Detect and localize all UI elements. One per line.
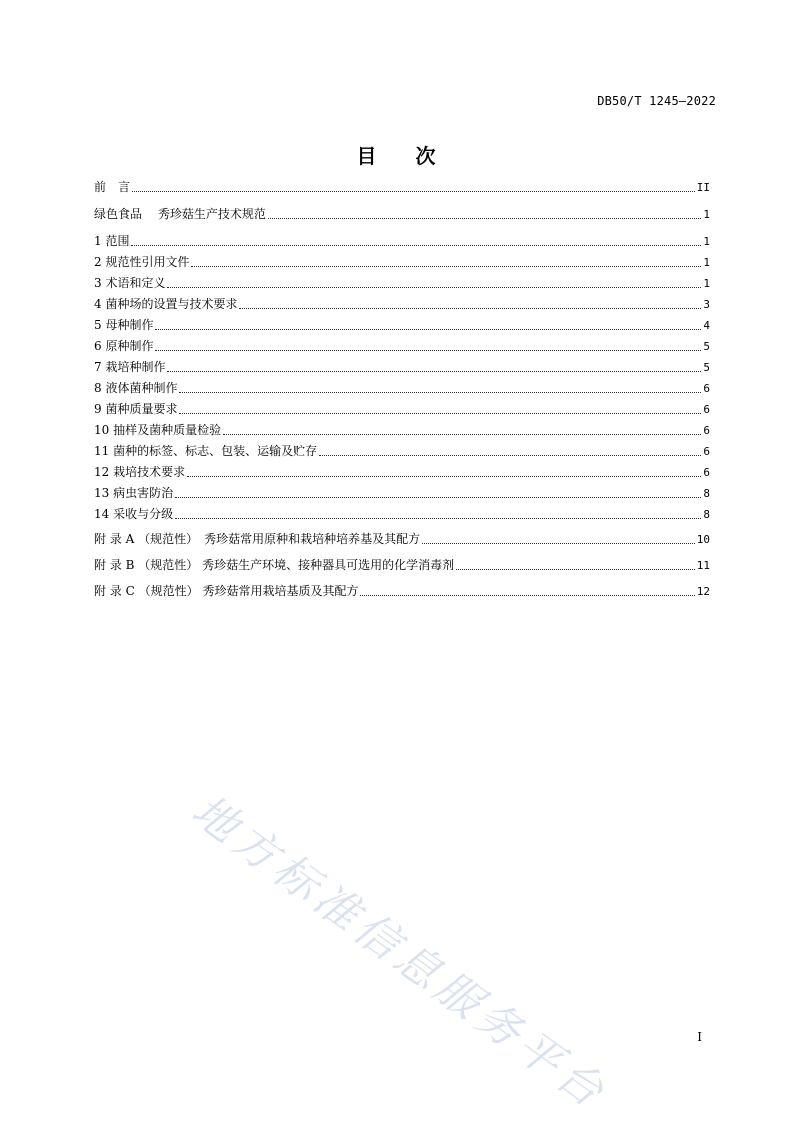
toc-entry[interactable] (94, 232, 710, 250)
toc-entry-page: 6 (703, 382, 710, 395)
page-title: 目 次 (356, 144, 452, 168)
toc-leader-dots (179, 412, 701, 414)
toc-entry-page: 10 (696, 533, 710, 546)
toc-entry-label: 附 录 B （规范性） 秀珍菇生产环境、接种器具可选用的化学消毒剂 (94, 558, 455, 572)
toc-leader-dots (175, 496, 701, 498)
toc-entry-page: 1 (703, 277, 710, 290)
watermark: 地方标准信息服务平台 (182, 785, 617, 1121)
toc-entry-page: 6 (703, 403, 710, 416)
toc-entry[interactable] (94, 274, 710, 292)
toc-leader-dots (155, 328, 701, 330)
toc-entry-page: 5 (703, 361, 710, 374)
toc-entry[interactable] (94, 337, 710, 355)
toc-entry-label: 附 录 C （规范性） 秀珍菇常用栽培基质及其配方 (94, 584, 359, 598)
toc-leader-dots (360, 594, 694, 596)
toc-leader-dots (239, 307, 701, 309)
toc-entry-label: 附 录 A （规范性） 秀珍菇常用原种和栽培种培养基及其配方 (94, 532, 421, 546)
toc-entry-label: 3 术语和定义 (94, 276, 166, 290)
toc-leader-dots (191, 265, 701, 267)
toc-entry-label: 14 采收与分级 (94, 507, 174, 521)
toc-entry-page: 1 (703, 235, 710, 248)
toc-entry[interactable] (94, 400, 710, 418)
toc-entry-page: 8 (703, 487, 710, 500)
toc-entry-label: 6 原种制作 (94, 339, 154, 353)
toc-entry-label: 11 菌种的标签、标志、包装、运输及贮存 (94, 444, 318, 458)
page-number: I (697, 1030, 702, 1044)
toc-entry-page: II (696, 181, 710, 194)
document-code: DB50/T 1245—2022 (597, 94, 716, 108)
toc-entry-page: 6 (703, 445, 710, 458)
toc-entry-page: 6 (703, 424, 710, 437)
toc-leader-dots (422, 542, 695, 544)
toc-entry-label: 绿色食品 秀珍菇生产技术规范 (94, 207, 266, 221)
toc-entry[interactable] (94, 379, 710, 397)
toc-leader-dots (319, 454, 701, 456)
toc-entry-label: 8 液体菌种制作 (94, 381, 178, 395)
toc-entry[interactable] (94, 442, 710, 460)
toc-leader-dots (456, 568, 695, 570)
toc-entry-page: 1 (703, 208, 710, 221)
toc-entry[interactable] (94, 421, 710, 439)
toc-entry-page: 11 (696, 559, 710, 572)
toc-entry-page: 1 (703, 256, 710, 269)
toc-entry-page: 12 (696, 585, 710, 598)
toc-entry-label: 1 范围 (94, 234, 130, 248)
toc-leader-dots (175, 517, 701, 519)
toc-entry[interactable] (94, 253, 710, 271)
toc-entry-label: 7 栽培种制作 (94, 360, 166, 374)
toc-entry[interactable] (94, 295, 710, 313)
toc-leader-dots (179, 391, 701, 393)
toc-entry[interactable] (94, 484, 710, 502)
toc-leader-dots (131, 244, 701, 246)
toc-entry-label: 10 抽样及菌种质量检验 (94, 423, 222, 437)
toc-entry-label: 13 病虫害防治 (94, 486, 174, 500)
toc-entry[interactable] (94, 316, 710, 334)
toc-entry-page: 5 (703, 340, 710, 353)
toc-entry-label: 2 规范性引用文件 (94, 255, 190, 269)
toc-entry-label: 前 言 (94, 180, 131, 194)
toc-leader-dots (167, 370, 701, 372)
toc-entry-label: 9 菌种质量要求 (94, 402, 178, 416)
toc-entry[interactable] (94, 530, 710, 548)
toc-leader-dots (223, 433, 701, 435)
toc-entry[interactable] (94, 556, 710, 574)
toc-entry-page: 8 (703, 508, 710, 521)
toc-entry[interactable] (94, 205, 710, 223)
toc-entry-page: 4 (703, 319, 710, 332)
toc-entry-label: 5 母种制作 (94, 318, 154, 332)
toc-entry[interactable] (94, 358, 710, 376)
toc-entry-page: 6 (703, 466, 710, 479)
toc-entry[interactable] (94, 463, 710, 481)
toc-leader-dots (187, 475, 701, 477)
toc-entry[interactable] (94, 582, 710, 600)
toc-entry[interactable] (94, 178, 710, 196)
toc-entry-label: 4 菌种场的设置与技术要求 (94, 297, 238, 311)
toc-leader-dots (155, 349, 701, 351)
toc-entry-label: 12 栽培技术要求 (94, 465, 186, 479)
toc-entry[interactable] (94, 505, 710, 523)
toc-entry-page: 3 (703, 298, 710, 311)
toc-leader-dots (167, 286, 701, 288)
toc-leader-dots (132, 190, 695, 192)
toc-leader-dots (268, 217, 702, 219)
